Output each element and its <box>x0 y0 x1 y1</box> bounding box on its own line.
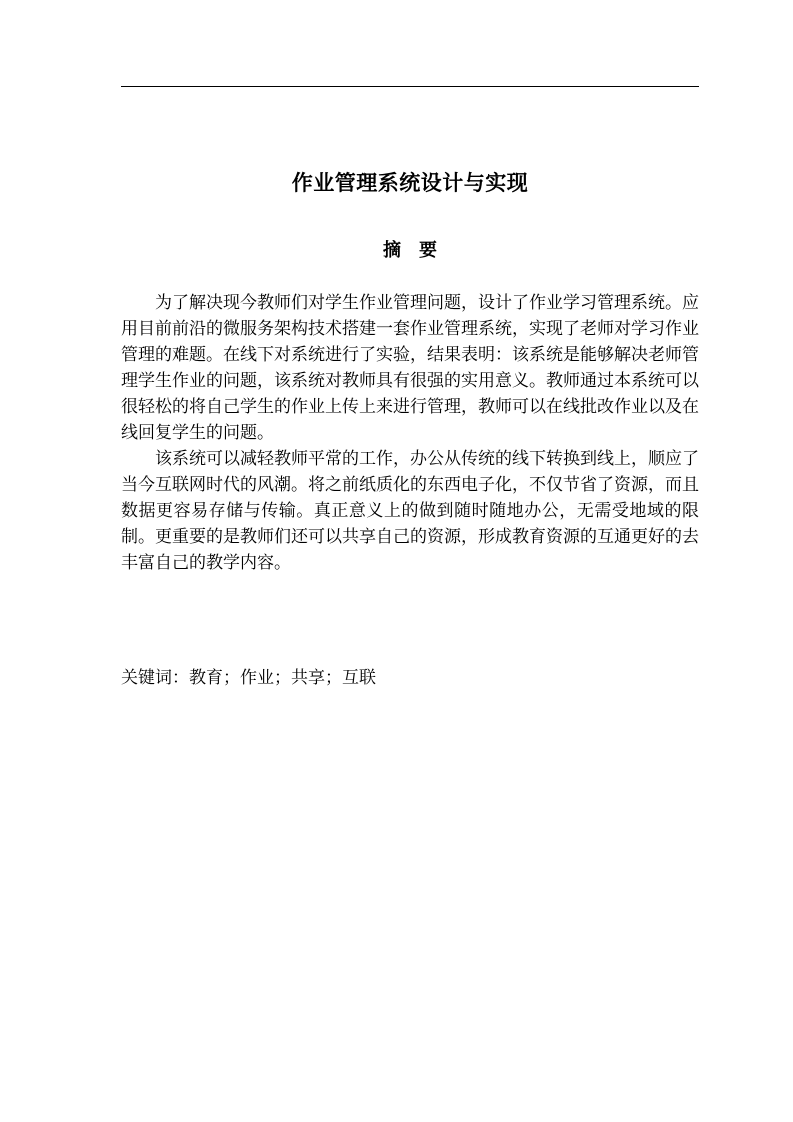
abstract-heading: 摘 要 <box>383 240 437 261</box>
keywords-list: 教育；作业；共享；互联 <box>189 668 376 688</box>
header-rule <box>121 86 699 87</box>
keywords <box>121 665 699 691</box>
keywords-label: 关键词： <box>121 668 189 688</box>
abstract-paragraph-2: 该系统可以减轻教师平常的工作，办公从传统的线下转换到线上，顺应了当今互联网时代的风潮。将之前纸质化的东西电子化，不仅节省了资源，而且数据更容易存储与传输。真正意义上的做到随时随地办公，无需受地域的限制。更重要的是教师们还可以共享自己的资源，形成教育资源的互通更好的去丰富自己的教学内容。 <box>121 449 699 573</box>
page-title: 作业管理系统设计与实现 <box>291 171 529 195</box>
abstract-body <box>121 290 699 576</box>
abstract-paragraph-1: 为了解决现今教师们对学生作业管理问题，设计了作业学习管理系统。应用目前前沿的微服务架构技术搭建一套作业管理系统，实现了老师对学习作业管理的难题。在线下对系统进行了实验，结果表明：该系统是能够解决老师管理学生作业的问题，该系统对教师具有很强的实用意义。教师通过本系统可以很轻松的将自己学生的作业上传上来进行管理，教师可以在线批改作业以及在线回复学生的问题。 <box>121 293 699 443</box>
